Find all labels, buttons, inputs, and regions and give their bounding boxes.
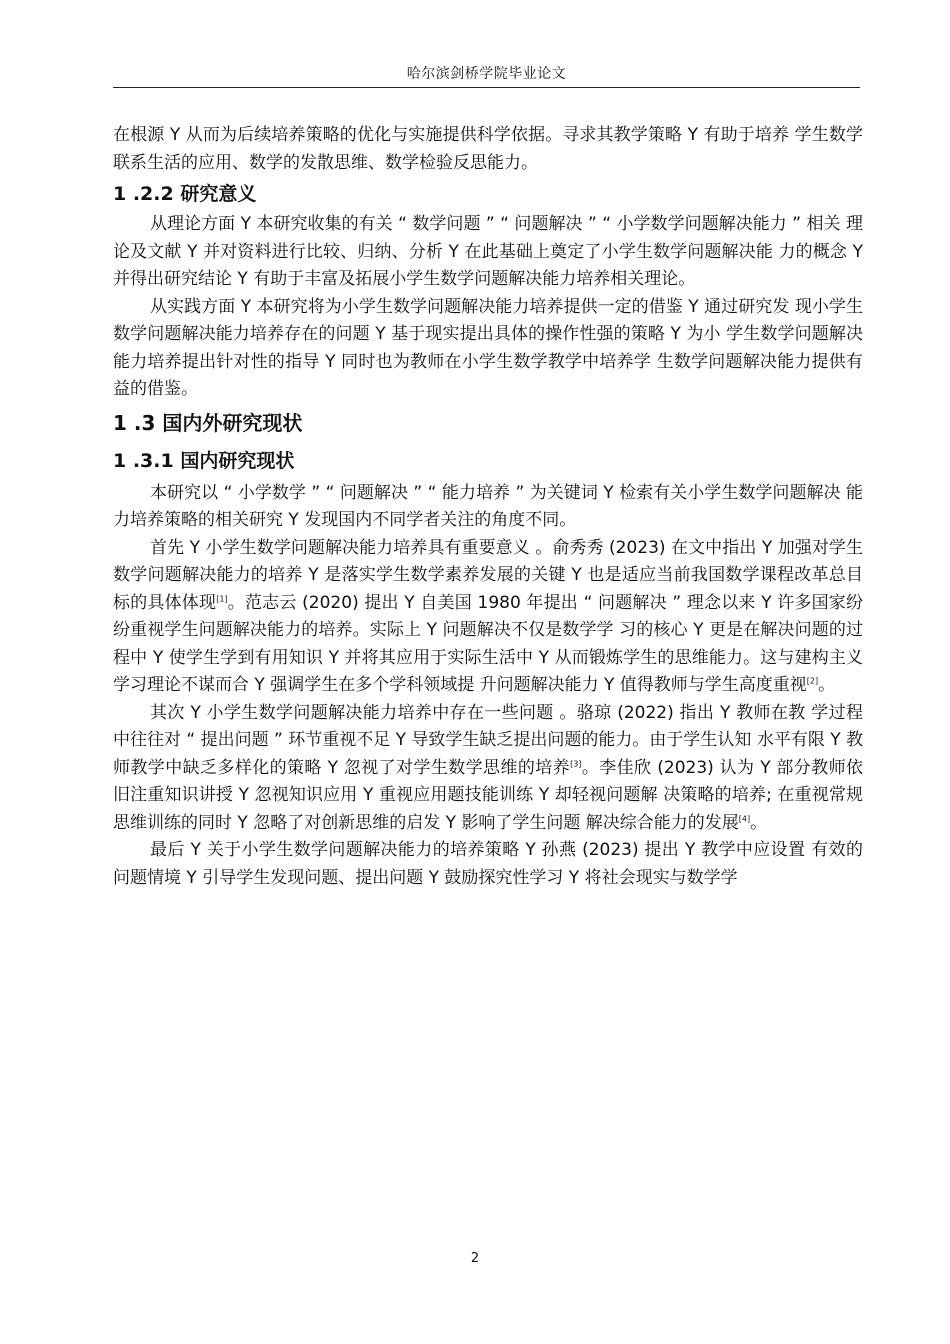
text-run: 首先 Y 小学生数学问题解决能力培养具有重要意义 。俞秀秀 (2023) 在文中指出 Y 加强对学生数学问题解决能力的培养 Y 是落实学生数学素养发展的关键 Y 也是适应当前我国数学课程改革总目标的具体体现 — [113, 537, 863, 613]
text-run: 。李佳欣 (2023) 认为 Y 部分教师依旧注重知识讲授 Y 忽视知识应用 Y 重视应用题技能训练 Y 却轻视问题解 决策略的培养; 在重视常规思维训练的同时 Y 忽略了对创新思维的启发 Y 影响了学生问题 解决综合能力的发展 — [113, 757, 863, 833]
document-body — [113, 122, 863, 892]
citation-4: [4] — [738, 813, 751, 823]
paragraph-continuation: 在根源 Y 从而为后续培养策略的优化与实施提供科学依据。寻求其教学策略 Y 有助于培养 学生数学联系生活的应用、数学的发散思维、数学检验反思能力。 — [113, 125, 863, 173]
text-run: 。范志云 (2020) 提出 Y 自美国 1980 年提出 “ 问题解决 ” 理念以来 Y 许多国家纷纷重视学生问题解决能力的培养。实际上 Y 问题解决不仅是数学学 习的核心 Y 更是在解决问题的过程中 Y 使学生学到有用知识 Y 并将其应用于实际生活中 Y 从而锻炼学生的思维能力。这与建构主义学习理论不谋而合 Y 强调学生在多个学科领域提 升问题解决能力 Y 值得教师与学生高度重视 — [113, 592, 864, 695]
citation-2: [2] — [806, 676, 819, 686]
heading-1-2-2: 1 .2.2 研究意义 — [113, 183, 257, 205]
paragraph-second — [113, 700, 863, 838]
text-run: 其次 Y 小学生数学问题解决能力培养中存在一些问题 。骆琼 (2022) 指出 Y 教师在教 学过程中往往对 “ 提出问题 ” 环节重视不足 Y 导致学生缺乏提出问题的能力。由于学生认知 水平有限 Y 教师教学中缺乏多样化的策略 Y 忽视了对学生数学思维的培养 — [113, 702, 864, 778]
text-run: 。 — [818, 675, 836, 695]
paragraph-first — [113, 535, 863, 700]
citation-3: [3] — [570, 758, 582, 768]
header-divider — [113, 87, 860, 88]
citation-1: [1] — [216, 593, 228, 603]
text-run: 。 — [750, 812, 768, 833]
page-header: 哈尔滨剑桥学院毕业论文 — [406, 66, 567, 82]
paragraph-last: 最后 Y 关于小学生数学问题解决能力的培养策略 Y 孙燕 (2023) 提出 Y 教学中应设置 有效的问题情境 Y 引导学生发现问题、提出问题 Y 鼓励探究性学习 Y 将社会现实与数学学 — [113, 840, 863, 888]
paragraph-theory: 从理论方面 Y 本研究收集的有关 “ 数学问题 ” “ 问题解决 ” “ 小学数学问题解决能力 ” 相关 理论及文献 Y 并对资料进行比较、归纳、分析 Y 在此基础上奠定了小学生数学问题解决能 力的概念 Y 并得出研究结论 Y 有助于丰富及拓展小学生数学问题解决能力培养相关理论。 — [113, 214, 863, 289]
paragraph-practice: 从实践方面 Y 本研究将为小学生数学问题解决能力培养提供一定的借鉴 Y 通过研究发 现小学生数学问题解决能力培养存在的问题 Y 基于现实提出具体的操作性强的策略 Y 为小 学生数学问题解决能力培养提出针对性的指导 Y 同时也为教师在小学生数学教学中培养学 生数学问题解决能力提供有益的借鉴。 — [113, 296, 863, 399]
heading-1-3-1: 1 .3.1 国内研究现状 — [113, 449, 295, 472]
page-number: 2 — [470, 1251, 480, 1266]
heading-1-3: 1 .3 国内外研究现状 — [113, 410, 303, 435]
paragraph-keywords: 本研究以 “ 小学数学 ” “ 问题解决 ” “ 能力培养 ” 为关键词 Y 检索有关小学生数学问题解决 能力培养策略的相关研究 Y 发现国内不同学者关注的角度不同。 — [113, 482, 863, 530]
